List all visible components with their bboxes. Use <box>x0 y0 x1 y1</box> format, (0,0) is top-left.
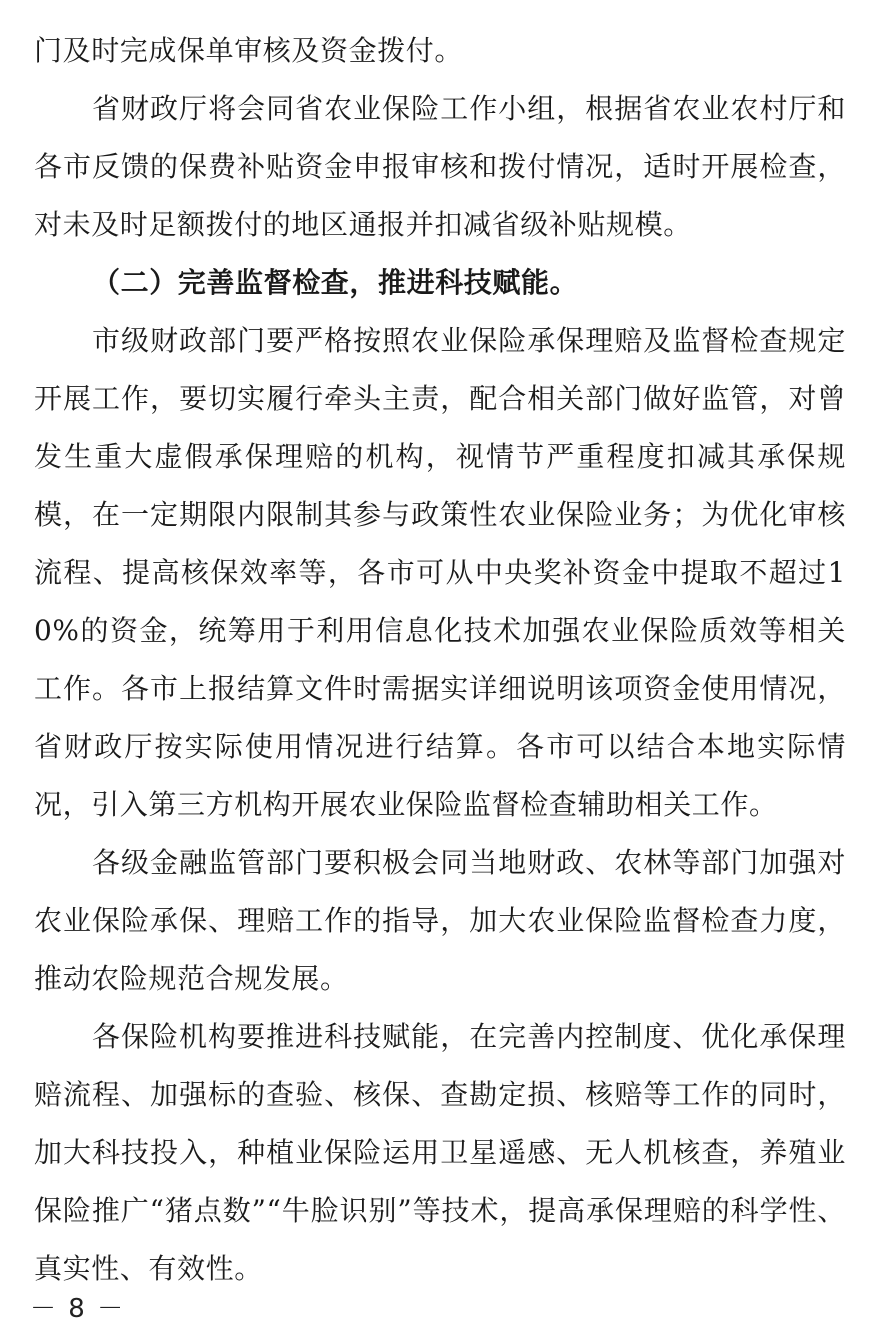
paragraph-insurers-technology: 各保险机构要推进科技赋能，在完善内控制度、优化承保理赔流程、加强标的查验、核保、查勘定损、核赔等工作的同时，加大科技投入，种植业保险运用卫星遥感、无人机核查，养殖业保险推广“猪点数”“牛脸识别”等技术，提高承保理赔的科学性、真实性、有效性。 <box>34 1020 846 1285</box>
paragraph-inspection: 省财政厅将会同省农业保险工作小组，根据省农业农村厅和各市反馈的保费补贴资金申报审核和拨付情况，适时开展检查，对未及时足额拨付的地区通报并扣减省级补贴规模。 <box>34 92 846 241</box>
document-page <box>34 22 846 1298</box>
paragraph-municipal-finance: 市级财政部门要严格按照农业保险承保理赔及监督检查规定开展工作，要切实履行牵头主责，配合相关部门做好监管，对曾发生重大虚假承保理赔的机构，视情节严重程度扣减其承保规模，在一定期限内限制其参与政策性农业保险业务；为优化审核流程、提高核保效率等，各市可从中央奖补资金中提取不超过10%的资金，统筹用于利用信息化技术加强农业保险质效等相关工作。各市上报结算文件时需据实详细说明该项资金使用情况，省财政厅按实际使用情况进行结算。各市可以结合本地实际情况，引入第三方机构开展农业保险监督检查辅助相关工作。 <box>34 324 846 821</box>
section-heading: （二）完善监督检查，推进科技赋能。 <box>92 266 579 299</box>
page-number: － 8 － <box>30 1294 126 1324</box>
paragraph-continuation: 门及时完成保单审核及资金拨付。 <box>34 34 464 67</box>
paragraph-financial-regulators: 各级金融监管部门要积极会同当地财政、农林等部门加强对农业保险承保、理赔工作的指导，加大农业保险监督检查力度，推动农险规范合规发展。 <box>34 846 846 995</box>
